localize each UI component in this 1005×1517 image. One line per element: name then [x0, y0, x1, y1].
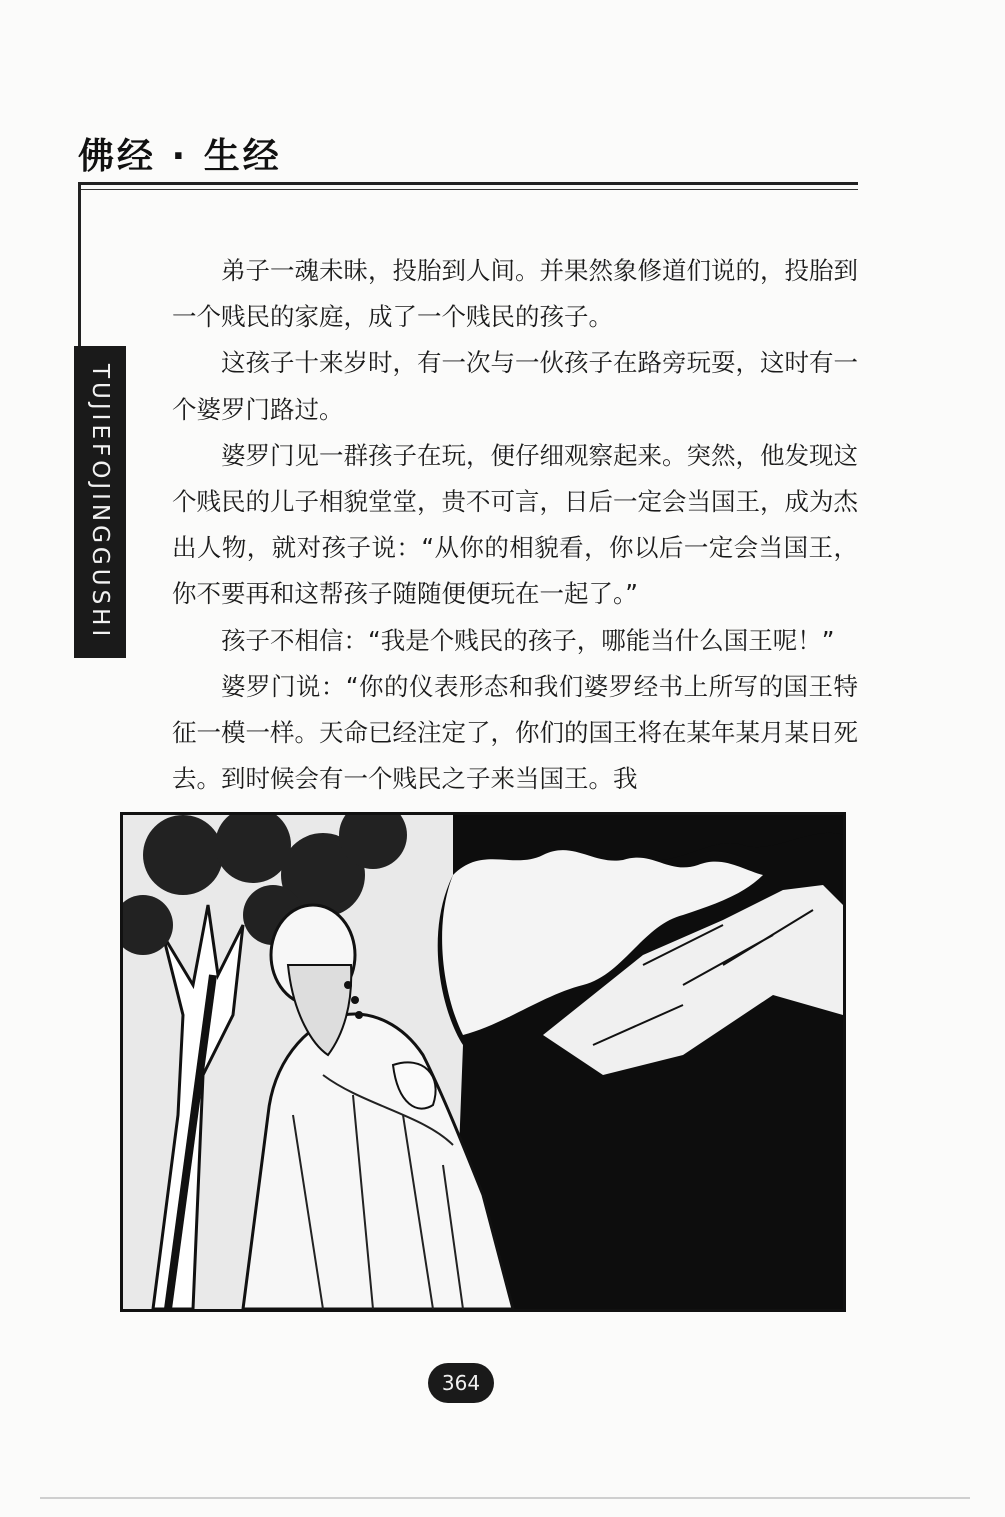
bottom-rule — [40, 1497, 970, 1499]
header-rule-thick — [78, 182, 858, 185]
side-tab-label: TUJIEFOJINGGUSHI — [87, 363, 113, 641]
page-number: 364 — [428, 1363, 494, 1403]
paragraph: 弟子一魂未昧，投胎到人间。并果然象修道们说的，投胎到一个贱民的家庭，成了一个贱民的孩子。 — [172, 256, 858, 332]
margin-rule — [78, 184, 81, 346]
page-title: 佛经 · 生经 — [78, 136, 282, 177]
paragraph: 这孩子十来岁时，有一次与一伙孩子在路旁玩耍，这时有一个婆罗门路过。 — [172, 348, 858, 424]
header-rule-thin — [78, 189, 858, 190]
side-tab — [74, 346, 126, 658]
paragraph: 婆罗门说：“你的仪表形态和我们婆罗经书上所写的国王特征一模一样。天命已经注定了，你们的国王将在某年某月某日死去。到时候会有一个贱民之子来当国王。我 — [172, 671, 858, 794]
illustration-brahmin — [120, 812, 846, 1312]
body-text — [172, 248, 858, 802]
paragraph: 婆罗门见一群孩子在玩，便仔细观察起来。突然，他发现这个贱民的儿子相貌堂堂，贵不可言，日后一定会当国王，成为杰出人物，就对孩子说：“从你的相貌看，你以后一定会当国王，你不要再和这帮孩子随随便便玩在一起了。” — [172, 440, 858, 609]
paragraph: 孩子不相信：“我是个贱民的孩子，哪能当什么国王呢！” — [221, 625, 835, 655]
